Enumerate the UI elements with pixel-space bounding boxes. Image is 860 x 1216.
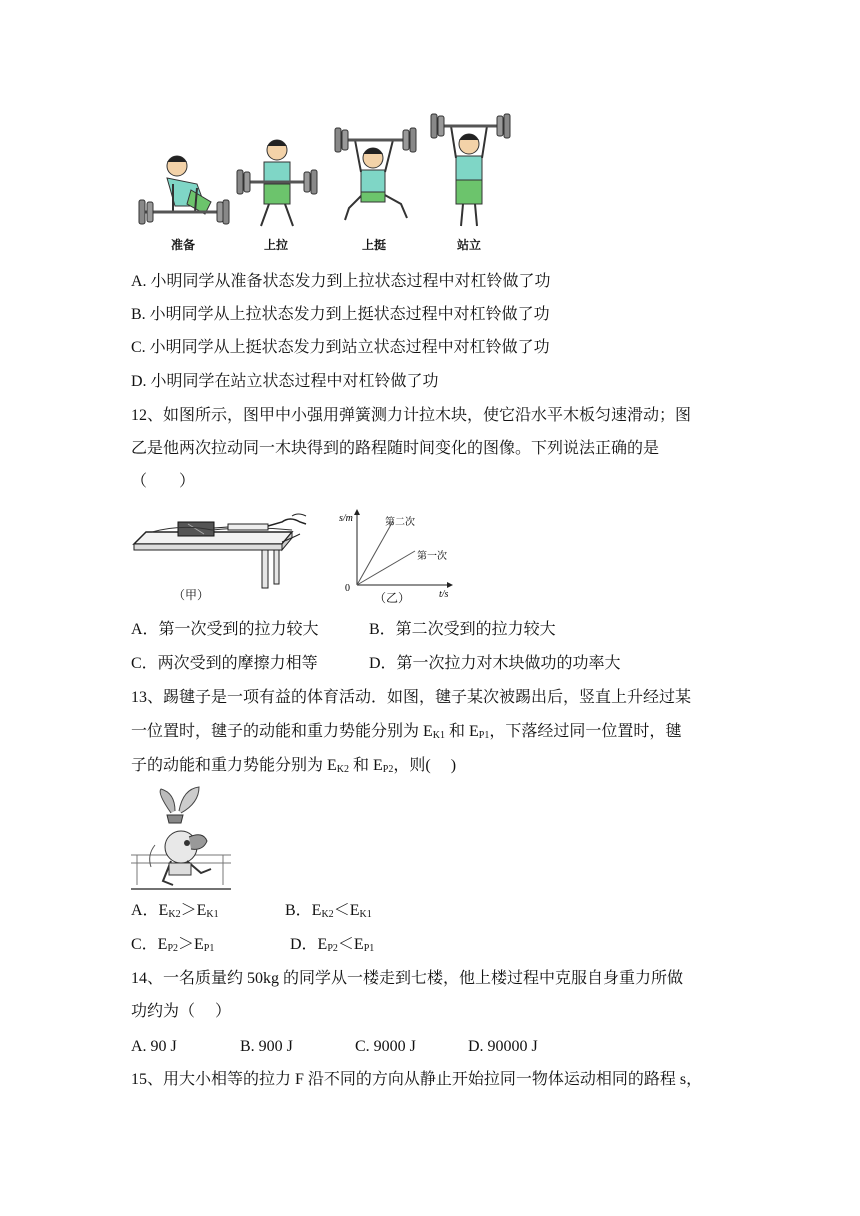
q13-stem-line1: 13、踢毽子是一项有益的体育活动．如图，毽子某次被踢出后，竖直上升经过某	[131, 689, 692, 706]
lifter-jerk-illustration	[335, 128, 416, 220]
graph-x-label: t/s	[439, 589, 449, 600]
caption-prepare: 准备	[171, 238, 196, 252]
q13-stem-line2: 一位置时，毽子的动能和重力势能分别为 $E_{K1}$ 和 $E_{P1}$，下落经过同一位置时，毽	[131, 723, 682, 741]
graph-line-second	[357, 521, 393, 585]
q12-figure-yi-graph	[335, 505, 460, 600]
q11-option-b: B. 小明同学从上拉状态发力到上挺状态过程中对杠铃做了功	[131, 306, 550, 323]
graph-y-label: s/m	[339, 513, 353, 524]
q14-option-c: C. 9000 J	[355, 1038, 416, 1055]
q12-option-b: B．第二次受到的拉力较大	[369, 621, 556, 638]
lifter-stand-illustration	[431, 114, 510, 226]
q14-option-b: B. 900 J	[240, 1038, 293, 1055]
graph-origin-label: 0	[345, 583, 350, 594]
q14-stem-line1: 14、一名质量约 50kg 的同学从一楼走到七楼，他上楼过程中克服自身重力所做	[131, 970, 684, 987]
q12-figure-jia-caption: （甲）	[173, 588, 210, 602]
q11-option-c: C. 小明同学从上挺状态发力到站立状态过程中对杠铃做了功	[131, 339, 550, 356]
q13-option-b: B．$E_{K2}<E_{K1}$	[285, 902, 372, 920]
q13-option-d: D．$E_{P2}<E_{P1}$	[290, 936, 375, 954]
q12-figure-jia-table	[132, 508, 327, 590]
q13-option-a: A．$E_{K2}>E_{K1}$	[131, 902, 219, 920]
graph-line-label-first: 第一次	[417, 551, 447, 562]
q12-figure-yi-caption: （乙）	[374, 591, 411, 605]
shuttlecock-kicking-illustration	[131, 785, 231, 891]
q12-option-c: C．两次受到的摩擦力相等	[131, 655, 318, 672]
q13-stem-line3: 子的动能和重力势能分别为 $E_{K2}$ 和 $E_{P2}$，则( )	[131, 757, 457, 775]
q14-option-a: A. 90 J	[131, 1038, 177, 1055]
q13-option-c: C．$E_{P2}>E_{P1}$	[131, 936, 215, 954]
q12-stem-line1: 12、如图所示，图甲中小强用弹簧测力计拉木块，使它沿水平木板匀速滑动；图	[131, 407, 692, 424]
lifter-pull-illustration	[237, 140, 317, 226]
caption-jerk: 上挺	[362, 238, 387, 252]
q11-option-a: A. 小明同学从准备状态发力到上拉状态过程中对杠铃做了功	[131, 273, 551, 290]
q11-option-d: D. 小明同学在站立状态过程中对杠铃做了功	[131, 373, 439, 390]
lifter-prepare-illustration	[139, 156, 229, 224]
graph-line-label-second: 第二次	[385, 517, 415, 528]
q15-stem-line1: 15、用大小相等的拉力 F 沿不同的方向从静止开始拉同一物体运动相同的路程 s，	[131, 1071, 703, 1088]
caption-stand: 站立	[457, 238, 482, 252]
q12-answer-brackets: （ ）	[131, 473, 196, 490]
q14-stem-line2: 功约为（ ）	[131, 1003, 232, 1020]
graph-line-first	[357, 551, 415, 585]
caption-pull: 上拉	[264, 238, 289, 252]
q14-option-d: D. 90000 J	[468, 1038, 538, 1055]
q12-stem-line2: 乙是他两次拉动同一木块得到的路程随时间变化的图像。下列说法正确的是	[131, 440, 660, 457]
q12-option-a: A．第一次受到的拉力较大	[131, 621, 319, 638]
q12-option-d: D．第一次拉力对木块做功的功率大	[369, 655, 621, 672]
